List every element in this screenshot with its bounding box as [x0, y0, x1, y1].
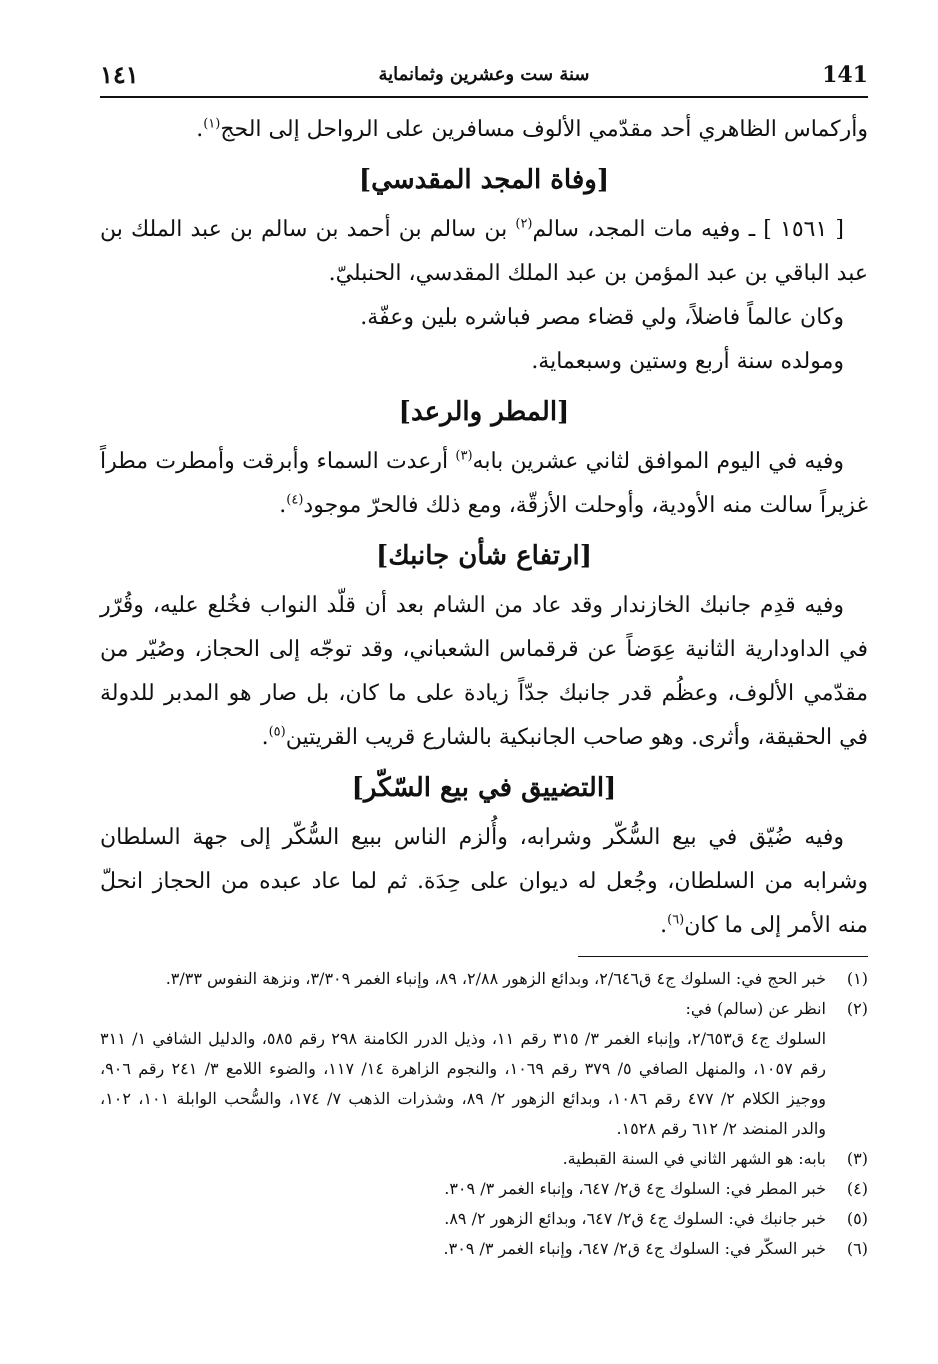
paragraph-continuation: وأركماس الظاهري أحد مقدّمي الألوف مسافرين على الرواحل إلى الحج$^{(١)}$.: [196, 116, 868, 142]
running-title: سنة ست وعشرين وثمانماية: [378, 64, 590, 85]
footnote: [100, 1174, 868, 1204]
page-number-latin: 141: [822, 62, 868, 88]
obituary-paragraph: [ ١٥٦١ ] ـ وفيه مات المجد، سالم$^{(٢)}$ بن سالم بن أحمد بن سالم بن عبد الملك بن عبد الباقي بن عبد المؤمن بن عبد الملك المقدسي، الحنبليّ.: [100, 216, 868, 286]
footnote-ref: (٣): [455, 448, 473, 464]
section-heading: [المطر والرعد]: [398, 397, 570, 427]
footnote-ref: (٥): [268, 724, 286, 740]
footnote-ref: (٤): [286, 492, 304, 508]
footnote-number: (٥): [846, 1209, 868, 1228]
paragraph: ومولده سنة أربع وستين وسبعماية.: [531, 349, 844, 374]
footnote-number: (٦): [846, 1239, 868, 1258]
section-heading: [وفاة المجد المقدسي]: [358, 165, 610, 195]
footnote-ref: (٦): [667, 912, 685, 928]
footnote-number: (٢): [846, 999, 868, 1018]
footnote-text: بابه: هو الشهر الثاني في السنة القبطية.: [562, 1149, 826, 1168]
section-heading: [التضييق في بيع السّكّر]: [351, 773, 617, 803]
footnote-text: خبر السكّر في: السلوك ج٤ ق٢/ ٦٤٧، وإنباء الغمر ٣/ ٣٠٩.: [443, 1239, 826, 1258]
footnotes: [100, 964, 868, 1264]
paragraph: وفيه ضُيّق في بيع السُّكّر وشرابه، وأُلزم الناس ببيع السُّكّر إلى جهة السلطان وشرابه من السلطان، وجُعل له ديوان على حِدَة. ثم لما عاد عبده من الحجاز انحلّ منه الأمر إلى ما كان$^{(٦)}$.: [100, 825, 868, 938]
footnote-number: (١): [846, 969, 868, 988]
footnote: [100, 1204, 868, 1234]
footnote-ref: (٢): [515, 216, 533, 232]
footnote-ref: (١): [203, 116, 221, 132]
footnote-text: خبر الحج في: السلوك ج٤ ق٢/٦٤٦، وبدائع الزهور ٢/٨٨، ٨٩، وإنباء الغمر ٣/٣٠٩، ونزهة النفوس ٣/٣٣.: [165, 969, 826, 988]
header-rule: [100, 96, 868, 98]
footnote-number: (٣): [846, 1149, 868, 1168]
paragraph: وفيه قدِم جانبك الخازندار وقد عاد من الشام بعد أن قلّد النواب فخُلع عليه، وقُرّر في الداودارية الثانية عِوَضاً عن قرقماس الشعباني، وقد توجّه إلى الحجاز، وصُيّر من مقدّمي الألوف، وعظُم قدر جانبك جدّاً زيادة على ما كان، بل صار هو المدبر للدولة في الحقيقة، وأثرى. وهو صاحب الجانبكية بالشارع قريب القريتين$^{(٥)}$.: [100, 593, 868, 750]
section-heading: [ارتفاع شأن جانبك]: [375, 541, 593, 571]
footnote: [100, 964, 868, 994]
running-header: [100, 60, 868, 94]
main-text: [100, 108, 868, 948]
footnote-number: (٤): [846, 1179, 868, 1198]
footnote: [100, 1144, 868, 1174]
footnote-text: خبر جانبك في: السلوك ج٤ ق٢/ ٦٤٧، وبدائع الزهور ٢/ ٨٩.: [444, 1209, 826, 1228]
footnote-rule: [578, 956, 868, 957]
paragraph: وفيه في اليوم الموافق لثاني عشرين بابه$^{(٣)}$ أرعدت السماء وأبرقت وأمطرت مطراً غزيراً سالت منه الأودية، وأوحلت الأزقّة، ومع ذلك فالحرّ موجود$^{(٤)}$.: [100, 448, 868, 518]
paragraph: وكان عالماً فاضلاً، ولي قضاء مصر فباشره بلين وعفّة.: [360, 305, 844, 330]
footnote: [100, 1234, 868, 1264]
footnote-text: خبر المطر في: السلوك ج٤ ق٢/ ٦٤٧، وإنباء الغمر ٣/ ٣٠٩.: [444, 1179, 826, 1198]
footnote-text: السلوك ج٤ ق٢/٦٥٣، وإنباء الغمر ٣/ ٣١٥ رقم ١١، وذيل الدرر الكامنة ٢٩٨ رقم ٥٨٥، والدليل الشافي ١/ ٣١١ رقم ١٠٥٧، والمنهل الصافي ٥/ ٣٧٩ رقم ١٠٦٩، والنجوم الزاهرة ١٤/ ١١٧، والضوء اللامع ٣/ ٢٤١ رقم ٩٠٦، ووجيز الكلام ٢/ ٤٧٧ رقم ١٠٨٦، وبدائع الزهور ٢/ ٨٩، وشذرات الذهب ٧/ ١٧٤، والسُّحب الوابلة ١٠١، ١٠٢، والدر المنضد ٢/ ٦١٢ رقم ١٥٢٨.: [100, 1029, 827, 1138]
footnote: [100, 994, 868, 1144]
page-number-arabic: ١٤١: [100, 60, 139, 89]
footnote-text: انظر عن (سالم) في:: [685, 999, 826, 1018]
